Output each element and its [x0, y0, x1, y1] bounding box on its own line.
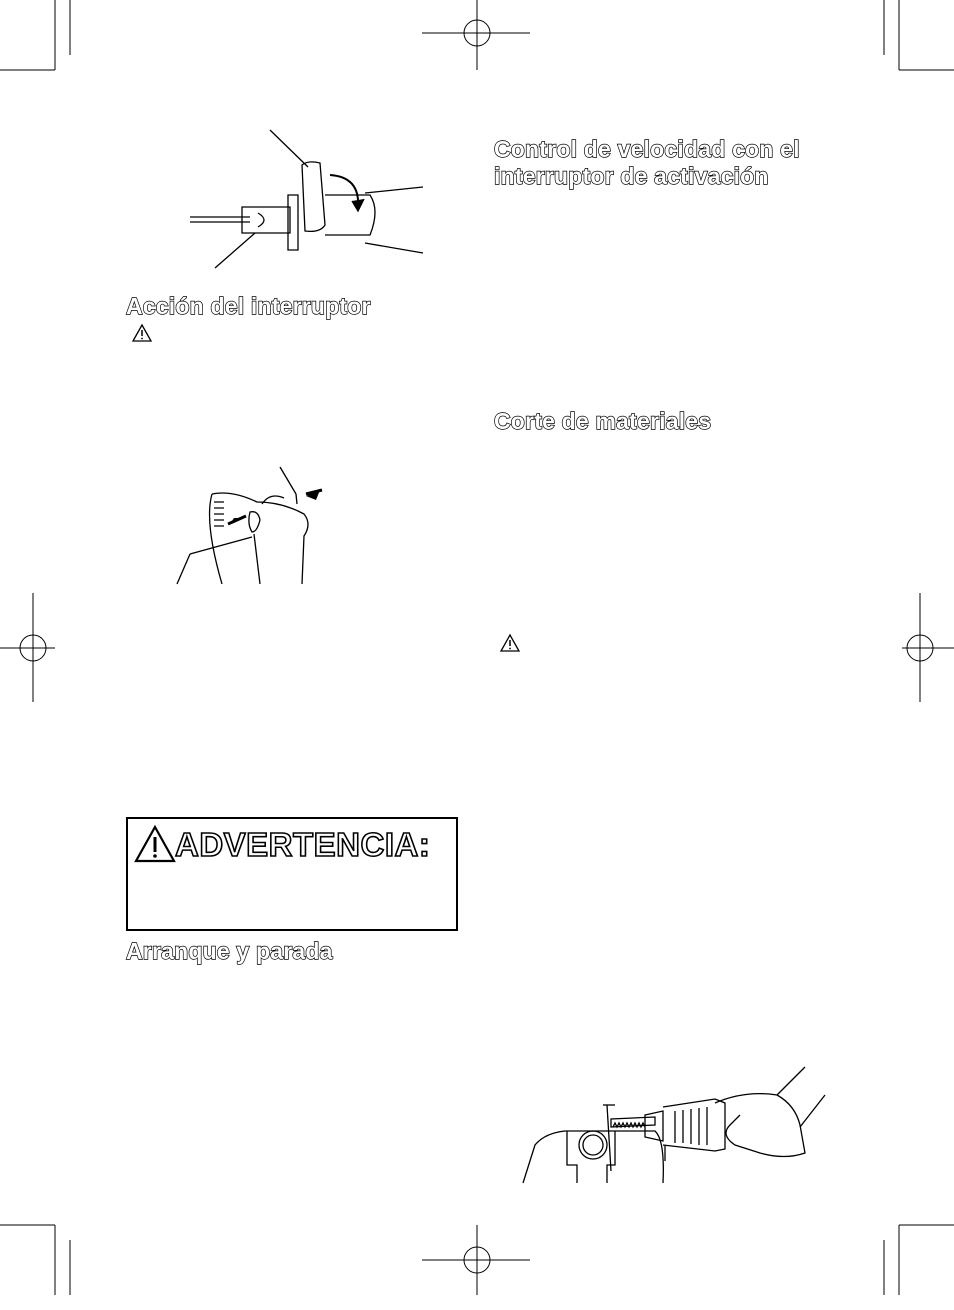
- blade-clamp-figure: [180, 125, 440, 275]
- cutting-figure: [515, 1065, 815, 1190]
- heading-speed-control-line1: Control de velocidad con el: [494, 136, 800, 162]
- heading-switch-action: Acción del interruptor: [126, 293, 371, 319]
- registration-target-icon: [418, 0, 538, 90]
- caution-triangle-icon: [132, 324, 152, 342]
- registration-target-icon: [900, 590, 954, 710]
- warning-box: [126, 817, 458, 931]
- caution-triangle-icon: [500, 634, 520, 652]
- trigger-switch-figure: [172, 462, 342, 587]
- warning-title: ADVERTENCIA:: [175, 826, 431, 863]
- heading-cutting: Corte de materiales: [494, 408, 712, 434]
- heading-start-stop: Arranque y parada: [126, 938, 333, 964]
- caution-triangle-icon: [134, 825, 176, 863]
- registration-target-icon: [418, 1220, 538, 1310]
- heading-speed-control-line2: interruptor de activación: [494, 163, 769, 189]
- registration-target-icon: [0, 590, 60, 710]
